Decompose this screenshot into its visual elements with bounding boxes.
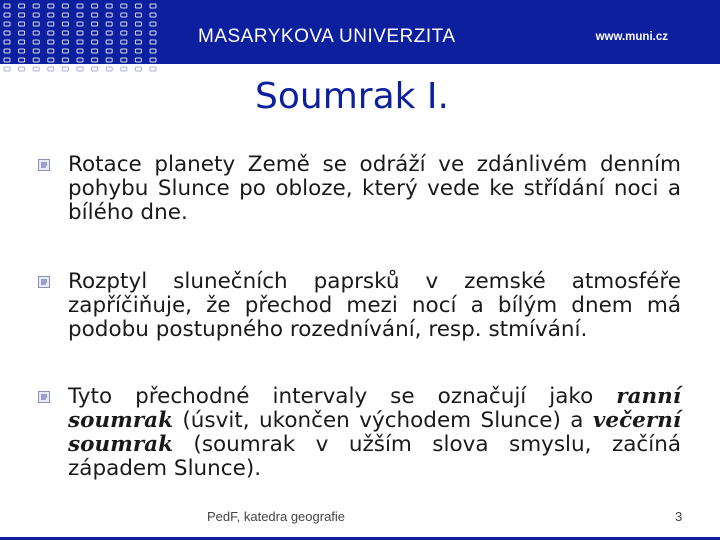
logo-dot [4, 13, 10, 17]
logo-dot [19, 22, 25, 26]
logo-dot [48, 49, 54, 53]
logo-dot [77, 40, 83, 44]
logo-dot [150, 22, 156, 26]
logo-dot [92, 49, 98, 53]
logo-dot [19, 40, 25, 44]
logo-dot [121, 22, 127, 26]
logo-dot [150, 4, 156, 8]
logo-dot [48, 22, 54, 26]
logo-dot [92, 67, 98, 71]
logo-dot [92, 4, 98, 8]
logo-dot [48, 4, 54, 8]
logo-dot [92, 40, 98, 44]
logo-dot [135, 13, 141, 17]
logo-dot [48, 13, 54, 17]
logo-dot [150, 13, 156, 17]
bullet-icon [38, 391, 50, 403]
logo-dot [106, 22, 112, 26]
logo-dot [33, 31, 39, 35]
bullet-text: Rotace planety Země se odráží ve zdánlivém denním pohybu Slunce po obloze, který vede ke střídání noci a bílého dne. [68, 152, 681, 225]
logo-dot [62, 49, 68, 53]
logo-dot [121, 31, 127, 35]
logo-dot [62, 4, 68, 8]
logo-dot [33, 49, 39, 53]
bullet-text-part: Tyto přechodné intervaly se označují jako [68, 384, 617, 409]
logo-dot [77, 22, 83, 26]
logo-dot [4, 58, 10, 62]
logo-dot [77, 49, 83, 53]
logo-dot [92, 58, 98, 62]
footer-department: PedF, katedra geografie [207, 509, 346, 524]
logo-dot [33, 4, 39, 8]
logo-dot [92, 13, 98, 17]
logo-dot [121, 67, 127, 71]
logo-dot [19, 67, 25, 71]
logo-dot [106, 13, 112, 17]
logo-dot [62, 31, 68, 35]
logo-dot [4, 31, 10, 35]
logo-dot [121, 58, 127, 62]
logo-dot [4, 22, 10, 26]
logo-dot [4, 40, 10, 44]
page-number: 3 [675, 509, 683, 524]
bullet-icon [38, 159, 50, 171]
university-url[interactable]: www.muni.cz [595, 31, 668, 43]
logo-dot [135, 58, 141, 62]
logo-dot [150, 67, 156, 71]
logo-dot [135, 40, 141, 44]
logo-dot [150, 31, 156, 35]
logo-dot [106, 58, 112, 62]
logo-dot [62, 67, 68, 71]
logo-dot [77, 13, 83, 17]
bullet-text-part: (úsvit, ukončen východem Slunce) a [172, 408, 593, 433]
logo-dot [135, 67, 141, 71]
logo-dot [106, 49, 112, 53]
logo-dot [121, 49, 127, 53]
bullet-icon [38, 276, 50, 288]
logo-dot [135, 31, 141, 35]
logo-dot [4, 67, 10, 71]
logo-dot [19, 13, 25, 17]
logo-dot [33, 13, 39, 17]
bullet-text: Rozptyl slunečních paprsků v zemské atmosféře zapříčiňuje, že přechod mezi nocí a bílým dnem má podobu postupného rozednívání, resp. stmívání. [68, 269, 681, 342]
logo-dot [62, 22, 68, 26]
logo-dot [19, 49, 25, 53]
slide-title: Soumrak I. [255, 76, 449, 117]
logo-dot [106, 67, 112, 71]
logo-dot [135, 49, 141, 53]
logo-dot [33, 40, 39, 44]
logo-dot [92, 22, 98, 26]
logo-dot [121, 40, 127, 44]
logo-dot [62, 13, 68, 17]
logo-dot [33, 22, 39, 26]
logo-dot [19, 58, 25, 62]
logo-dot [106, 4, 112, 8]
logo-dot [92, 31, 98, 35]
logo-dot [150, 49, 156, 53]
logo-dot [106, 40, 112, 44]
logo-dot [77, 58, 83, 62]
logo-dot [62, 58, 68, 62]
emphasis-morning-twilight: ranní soumrak [68, 384, 681, 433]
university-name: MASARYKOVA UNIVERZITA [198, 26, 456, 47]
logo-dot [48, 31, 54, 35]
logo-dot [135, 22, 141, 26]
logo-dot [121, 4, 127, 8]
logo-dot [106, 31, 112, 35]
logo-dot [77, 67, 83, 71]
dot-grid-logo [0, 0, 168, 80]
logo-dot [19, 4, 25, 8]
logo-dot [77, 4, 83, 8]
logo-dot [33, 67, 39, 71]
logo-dot [48, 67, 54, 71]
logo-dot [150, 40, 156, 44]
logo-dot [4, 49, 10, 53]
header-bar [0, 0, 720, 64]
bullet-text-part: (soumrak v užším slova smyslu, začíná západem Slunce). [68, 432, 681, 481]
logo-dot [62, 40, 68, 44]
logo-dot [48, 40, 54, 44]
logo-dot [121, 13, 127, 17]
logo-dot [19, 31, 25, 35]
logo-dot [33, 58, 39, 62]
logo-dot [77, 31, 83, 35]
logo-dot [48, 58, 54, 62]
logo-dot [150, 58, 156, 62]
emphasis-evening-twilight: večerní soumrak [68, 408, 681, 457]
logo-dot [4, 4, 10, 8]
logo-dot [135, 4, 141, 8]
bullet-text [68, 385, 681, 481]
